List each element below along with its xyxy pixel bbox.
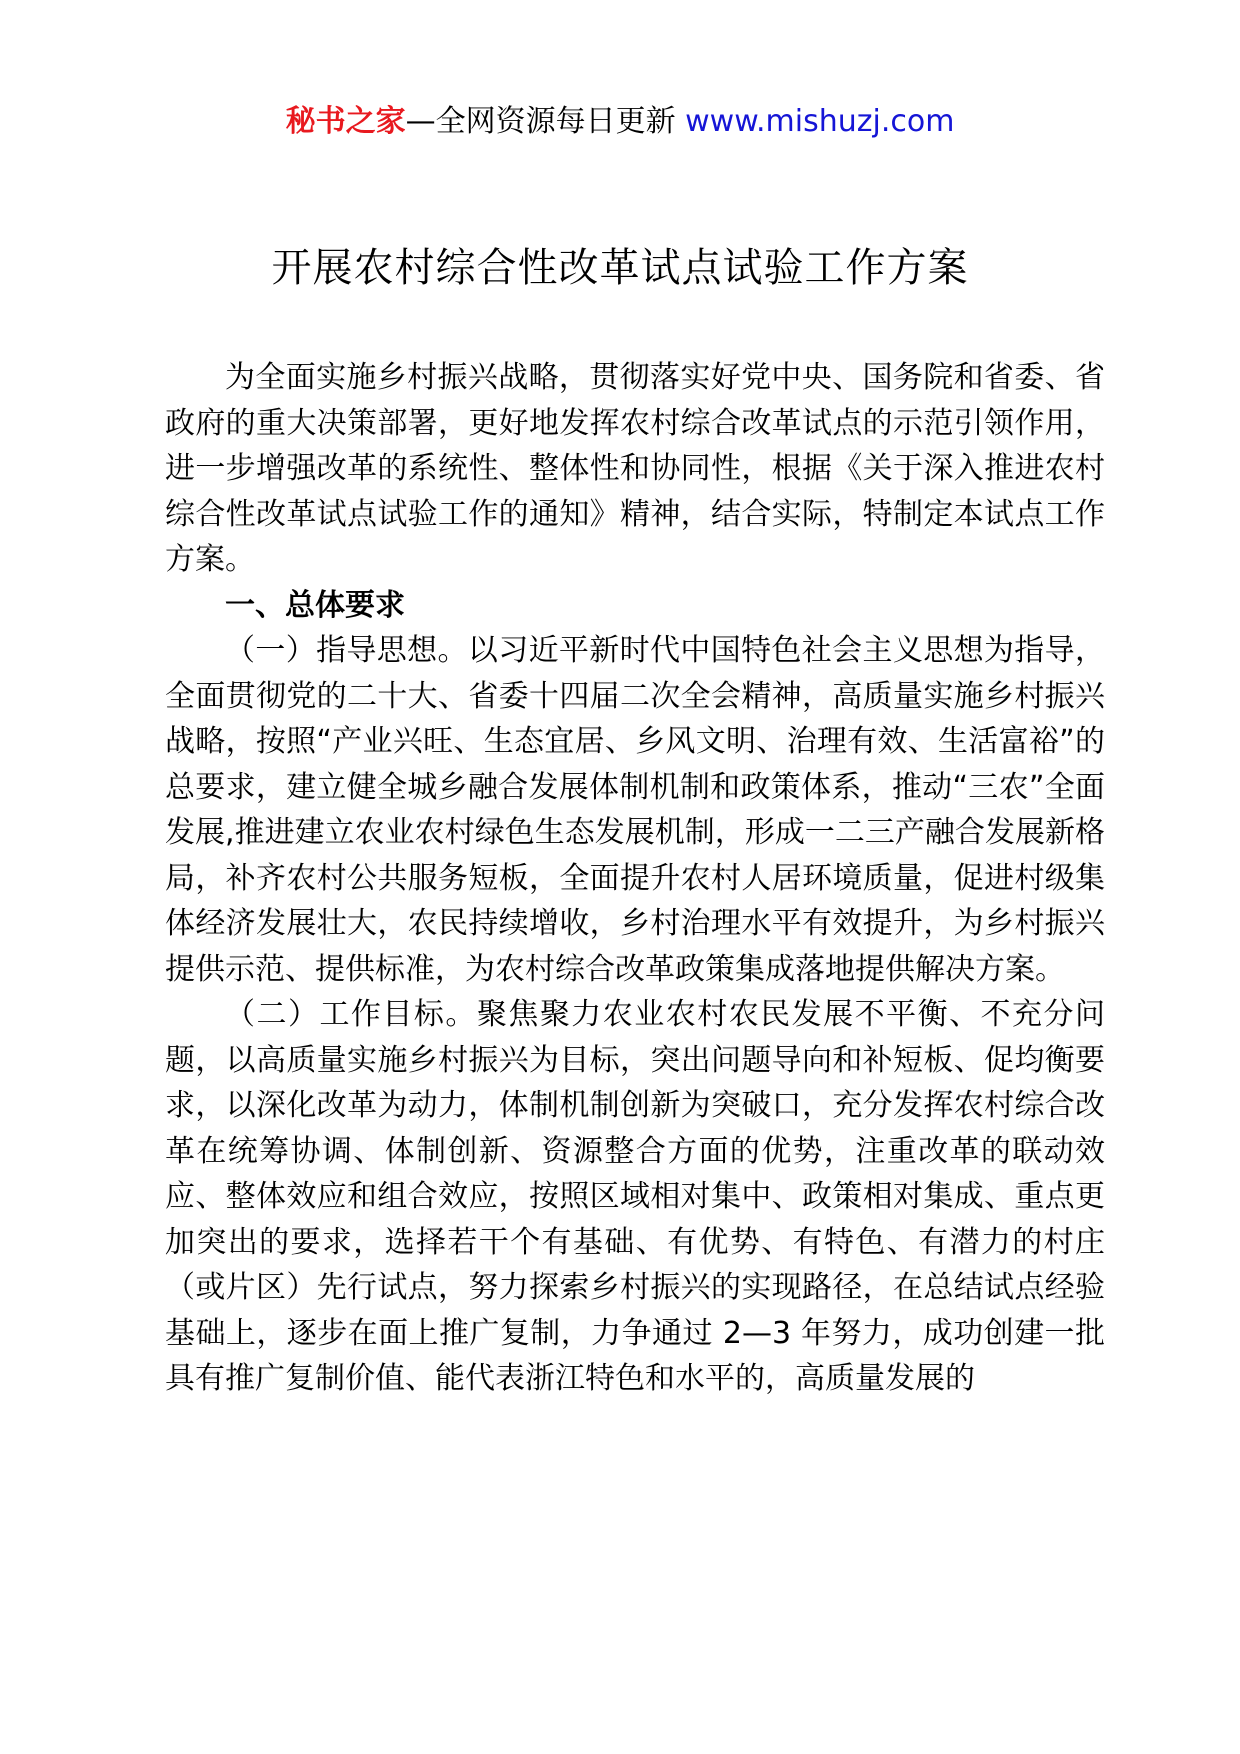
guiding-ideology-paragraph: （一）指导思想。以习近平新时代中国特色社会主义思想为指导，全面贯彻党的二十大、省委十四届二次全会精神，高质量实施乡村振兴战略，按照“产业兴旺、生态宜居、乡风文明、治理有效、生活富裕”的总要求，建立健全城乡融合发展体制机制和政策体系，推动“三农”全面发展,推进建立农业农村绿色生态发展机制，形成一二三产融合发展新格局，补齐农村公共服务短板，全面提升农村人居环境质量，促进村级集体经济发展壮大，农民持续增收，乡村治理水平有效提升，为乡村振兴提供示范、提供标准，为农村综合改革政策集成落地提供解决方案。 bbox=[165, 633, 1105, 987]
site-url-link[interactable]: www.mishuzj.com bbox=[685, 104, 955, 139]
site-slogan: —全网资源每日更新 bbox=[405, 104, 686, 139]
section-heading-general-requirements: 一、总体要求 bbox=[225, 587, 405, 623]
site-brand: 秘书之家 bbox=[285, 104, 406, 139]
intro-paragraph: 为全面实施乡村振兴战略，贯彻落实好党中央、国务院和省委、省政府的重大决策部署，更好地发挥农村综合改革试点的示范引领作用，进一步增强改革的系统性、整体性和协同性，根据《关于深入推进农村综合性改革试点试验工作的通知》精神，结合实际，特制定本试点工作方案。 bbox=[165, 360, 1105, 577]
document-title: 开展农村综合性改革试点试验工作方案 bbox=[271, 245, 969, 291]
site-header bbox=[0, 100, 1240, 144]
document-body bbox=[165, 355, 1105, 1402]
work-goals-paragraph: （二）工作目标。聚焦聚力农业农村农民发展不平衡、不充分问题，以高质量实施乡村振兴为目标，突出问题导向和补短板、促均衡要求，以深化改革为动力，体制机制创新为突破口，充分发挥农村综合改革在统筹协调、体制创新、资源整合方面的优势，注重改革的联动效应、整体效应和组合效应，按照区域相对集中、政策相对集成、重点更加突出的要求，选择若干个有基础、有优势、有特色、有潜力的村庄（或片区）先行试点，努力探索乡村振兴的实现路径，在总结试点经验基础上，逐步在面上推广复制，力争通过 2—3 年努力，成功创建一批具有推广复制价值、能代表浙江特色和水平的，高质量发展的 bbox=[165, 997, 1105, 1396]
